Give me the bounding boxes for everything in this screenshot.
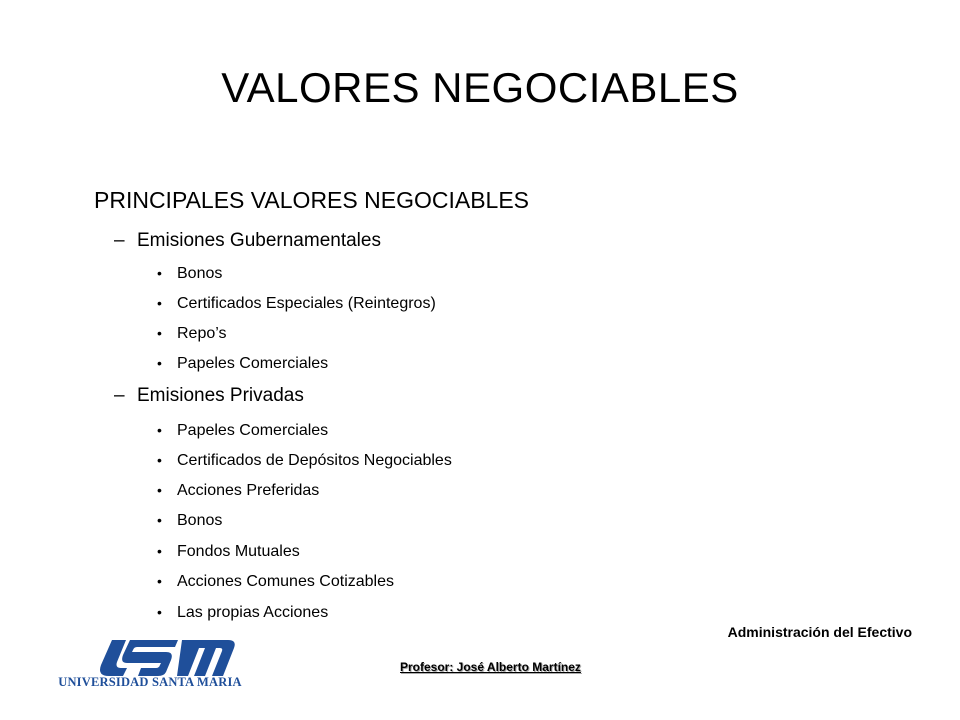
bullet-icon: • [157,482,162,498]
list-item-text: Acciones Comunes Cotizables [177,573,394,590]
list-item-text: Las propias Acciones [177,604,329,621]
list-item-text: Acciones Preferidas [177,482,320,499]
section-heading: PRINCIPALES VALORES NEGOCIABLES [94,187,530,213]
bullet-icon: • [157,295,162,311]
logo-caption: UNIVERSIDAD SANTA MARIA [58,675,242,689]
bullet-icon: • [157,355,162,371]
list-item [157,352,328,375]
dash-marker: – [114,385,125,406]
list-item-text: Bonos [177,265,223,282]
list-item-text: Bonos [177,512,223,529]
list-item [157,479,319,502]
bullet-icon: • [157,573,162,589]
list-item [157,322,227,345]
bullet-icon: • [157,325,162,341]
list-item [157,540,300,563]
list-item [157,601,328,624]
bullet-icon: • [157,452,162,468]
group-heading-privadas [114,383,304,409]
slide-title: VALORES NEGOCIABLES [221,64,739,111]
list-item [157,292,436,315]
bullet-icon: • [157,512,162,528]
dash-marker: – [114,230,125,251]
bullet-icon: • [157,265,162,281]
list-item-text: Repo’s [177,325,227,342]
list-item-text: Certificados Especiales (Reintegros) [177,295,436,312]
bullet-icon: • [157,543,162,559]
group-label: Emisiones Gubernamentales [137,230,381,251]
footer-professor: Profesor: José Alberto Martínez [400,660,581,674]
list-item [157,262,222,285]
footer-topic: Administración del Efectivo [727,624,912,640]
bullet-icon: • [157,422,162,438]
list-item [157,419,328,442]
list-item-text: Papeles Comerciales [177,355,329,372]
list-item-text: Papeles Comerciales [177,422,329,439]
list-item [157,509,222,532]
list-item-text: Fondos Mutuales [177,543,300,560]
list-item-text: Certificados de Depósitos Negociables [177,452,452,469]
list-item [157,449,452,472]
bullet-icon: • [157,604,162,620]
group-label: Emisiones Privadas [137,385,304,406]
group-heading-gubernamentales [114,228,381,254]
list-item [157,570,394,593]
